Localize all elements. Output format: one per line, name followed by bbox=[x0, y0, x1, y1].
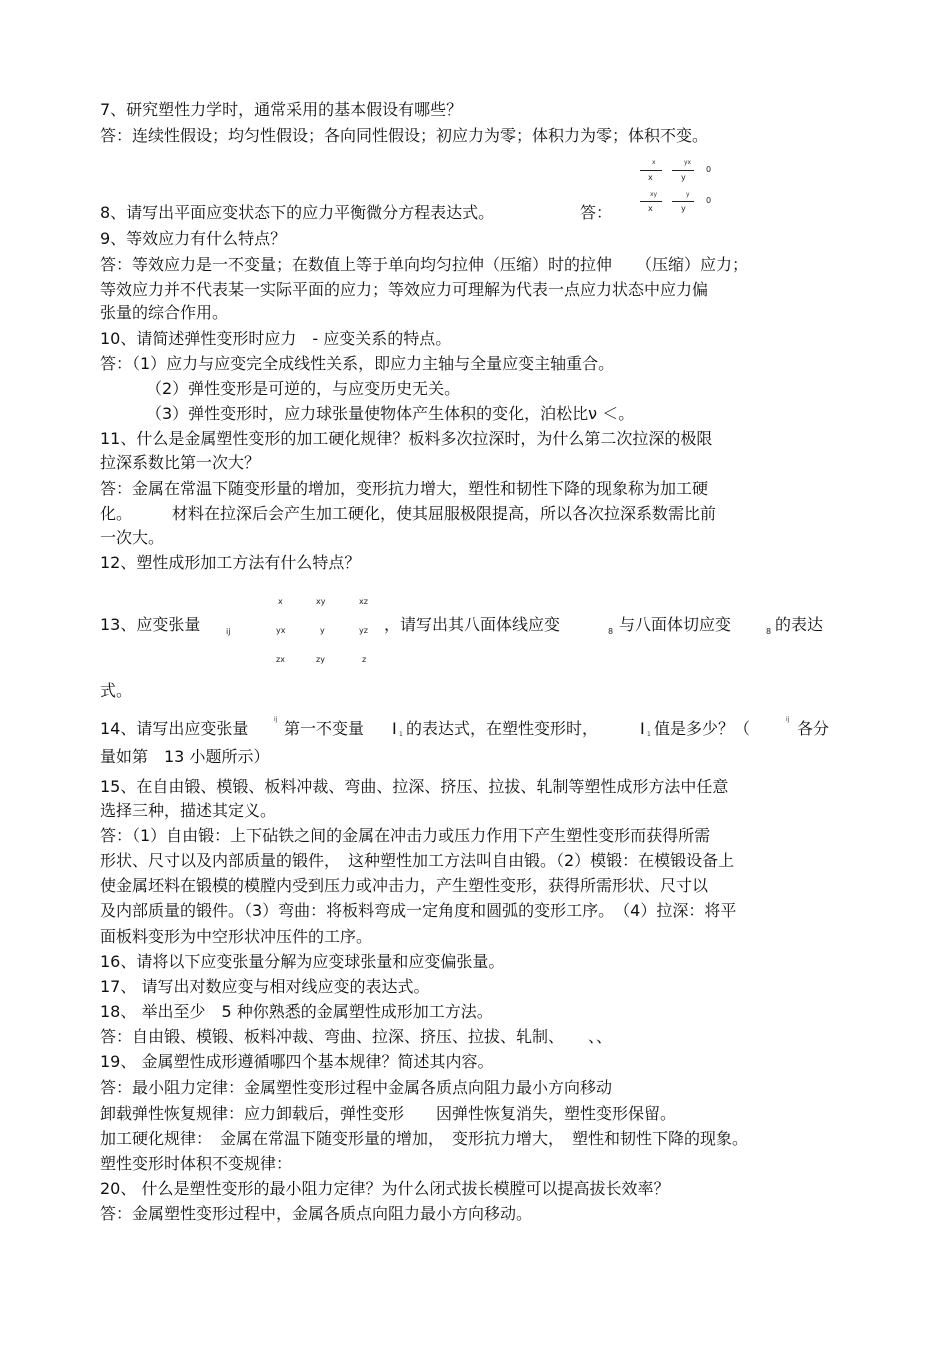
answer-20: 答：金属塑性变形过程中，金属各质点向阻力最小方向移动。 bbox=[100, 1204, 533, 1223]
invariant-i1-b: I bbox=[640, 719, 645, 738]
eq2-fraction-bar-1 bbox=[640, 201, 662, 202]
question-13-mid2: 与八面体切应变 bbox=[619, 615, 732, 634]
answer-7: 答：连续性假设；均匀性假设；各向同性假设；初应力为零；体积力为零；体积不变。 bbox=[100, 126, 709, 145]
answer-15-line-4: 及内部质量的锻件。（3）弯曲：将板料弯成一定角度和圆弧的变形工序。 （4）拉深：将平 bbox=[100, 901, 737, 920]
question-14-part-e: 各分 bbox=[797, 719, 830, 738]
matrix-cell: z bbox=[362, 655, 367, 664]
answer-15-line-5: 面板料变形为中空形状冲压件的工序。 bbox=[100, 927, 373, 946]
invariant-i1-a: I bbox=[392, 719, 397, 738]
answer-10-line-3: （3）弹性变形时，应力球张量使物体产生体积的变化，泊松比ν ＜。 bbox=[146, 404, 635, 423]
answer-10-line-2: （2）弹性变形是可逆的，与应变历史无关。 bbox=[146, 379, 461, 398]
question-13-end: 式。 bbox=[100, 681, 133, 700]
eq1-rhs: 0 bbox=[706, 165, 712, 174]
superscript-ij-1: ij bbox=[274, 716, 278, 723]
answer-11-line-1: 答：金属在常温下随变形量的增加，变形抗力增大，塑性和韧性下降的现象称为加工硬 bbox=[100, 479, 709, 498]
subscript-8-linear: 8 bbox=[608, 627, 614, 636]
question-16: 16、请将以下应变张量分解为应变球张量和应变偏张量。 bbox=[100, 952, 505, 971]
question-13-prefix: 13、应变张量 bbox=[100, 615, 201, 634]
question-13-tail: 的表达 bbox=[775, 615, 824, 634]
eq2-fraction-bar-2 bbox=[672, 201, 694, 202]
answer-10-line-1: 答：（1）应力与应变完全成线性关系，即应力主轴与全量应变主轴重合。 bbox=[100, 354, 615, 373]
eq1-fraction-bar-2 bbox=[672, 170, 694, 171]
matrix-cell: yx bbox=[276, 626, 286, 635]
question-9: 9、等效应力有什么特点？ bbox=[100, 229, 287, 248]
eq2-rhs: 0 bbox=[706, 196, 712, 205]
answer-15-line-2: 形状、尺寸以及内部质量的锻件， 这种塑性加工方法叫自由锻。（2）模锻：在模锻设备上 bbox=[100, 851, 735, 870]
question-15-line-1: 15、在自由锻、模锻、板料冲裁、弯曲、拉深、挤压、拉拔、轧制等塑性成形方法中任意 bbox=[100, 777, 729, 796]
answer-9-line-1: 答：等效应力是一不变量；在数值上等于单向均匀拉伸（压缩）时的拉伸 （压缩）应力； bbox=[100, 255, 749, 274]
invariant-i1-b-subscript: 1 bbox=[647, 731, 651, 738]
matrix-cell: xy bbox=[316, 597, 326, 606]
question-11-line-2: 拉深系数比第一次大？ bbox=[100, 453, 261, 472]
eq1-denominator-2: y bbox=[681, 173, 686, 182]
question-14-part-a: 14、请写出应变张量 bbox=[100, 719, 249, 738]
question-7: 7、研究塑性力学时，通常采用的基本假设有哪些？ bbox=[100, 100, 463, 119]
question-8: 8、请写出平面应变状态下的应力平衡微分方程表达式。 bbox=[100, 203, 495, 222]
question-11-line-1: 11、什么是金属塑性变形的加工硬化规律？板料多次拉深时，为什么第二次拉深的极限 bbox=[100, 429, 713, 448]
eq1-numerator-2: yx bbox=[684, 159, 692, 166]
question-14-part-c: 的表达式，在塑性变形时， bbox=[406, 719, 599, 738]
question-14-part-b: 第一不变量 bbox=[284, 719, 365, 738]
question-19: 19、 金属塑性成形遵循哪四个基本规律？简述其内容。 bbox=[100, 1052, 494, 1071]
answer-11-line-2: 化。 材料在拉深后会产生加工硬化，使其屈服极限提高，所以各次拉深系数需比前 bbox=[100, 504, 717, 523]
matrix-cell: zx bbox=[276, 655, 285, 664]
question-12: 12、塑性成形加工方法有什么特点？ bbox=[100, 553, 361, 572]
answer-18: 答：自由锻、模锻、板料冲裁、弯曲、拉深、挤压、拉拔、轧制、 、、 bbox=[100, 1027, 613, 1046]
subscript-8-shear: 8 bbox=[766, 627, 772, 636]
answer-9-line-3: 张量的综合作用。 bbox=[100, 303, 229, 322]
question-17: 17、 请写出对数应变与相对线应变的表达式。 bbox=[100, 977, 430, 996]
eq1-denominator-1: x bbox=[648, 173, 653, 182]
eq1-fraction-bar-1 bbox=[640, 170, 662, 171]
matrix-cell: xz bbox=[359, 597, 368, 606]
eq2-denominator-1: x bbox=[648, 204, 653, 213]
matrix-cell: yz bbox=[359, 626, 368, 635]
superscript-ij-2: ij bbox=[786, 716, 790, 723]
question-20: 20、 什么是塑性变形的最小阻力定律？为什么闭式拔长模膛可以提高拔长效率？ bbox=[100, 1179, 670, 1198]
answer-19-line-4: 塑性变形时体积不变规律： bbox=[100, 1154, 293, 1173]
question-13-mid: ，请写出其八面体线应变 bbox=[384, 615, 561, 634]
answer-8-label: 答： bbox=[580, 203, 613, 222]
matrix-cell: x bbox=[278, 597, 283, 606]
eq2-numerator-1: xy bbox=[650, 191, 658, 198]
question-14-part-d: 值是多少？（ bbox=[654, 719, 751, 738]
answer-11-line-3: 一次大。 bbox=[100, 528, 165, 547]
eq2-denominator-2: y bbox=[681, 204, 686, 213]
eq1-numerator-1: x bbox=[652, 159, 656, 166]
question-14-line-2: 量如第 13 小题所示） bbox=[100, 747, 270, 766]
answer-15-line-1: 答：（1）自由锻：上下砧铁之间的金属在冲击力或压力作用下产生塑性变形而获得所需 bbox=[100, 826, 711, 845]
matrix-cell: y bbox=[320, 626, 325, 635]
tensor-subscript-ij: ij bbox=[226, 627, 231, 636]
eq2-numerator-2: y bbox=[686, 191, 690, 198]
answer-15-line-3: 使金属坯料在锻模的模膛内受到压力或冲击力，产生塑性变形，获得所需形状、尺寸以 bbox=[100, 876, 709, 895]
answer-19-line-3: 加工硬化规律： 金属在常温下随变形量的增加， 变形抗力增大， 塑性和韧性下降的现象。 bbox=[100, 1129, 749, 1148]
answer-19-line-2: 卸载弹性恢复规律：应力卸载后，弹性变形 因弹性恢复消失，塑性变形保留。 bbox=[100, 1104, 677, 1123]
question-10: 10、请简述弹性变形时应力 - 应变关系的特点。 bbox=[100, 329, 452, 348]
question-15-line-2: 选择三种，描述其定义。 bbox=[100, 801, 277, 820]
question-18: 18、 举出至少 5 种你熟悉的金属塑性成形加工方法。 bbox=[100, 1002, 493, 1021]
matrix-cell: zy bbox=[316, 655, 325, 664]
answer-9-line-2: 等效应力并不代表某一实际平面的应力；等效应力可理解为代表一点应力状态中应力偏 bbox=[100, 280, 709, 299]
invariant-i1-a-subscript: 1 bbox=[399, 731, 403, 738]
answer-19-line-1: 答：最小阻力定律：金属塑性变形过程中金属各质点向阻力最小方向移动 bbox=[100, 1078, 613, 1097]
